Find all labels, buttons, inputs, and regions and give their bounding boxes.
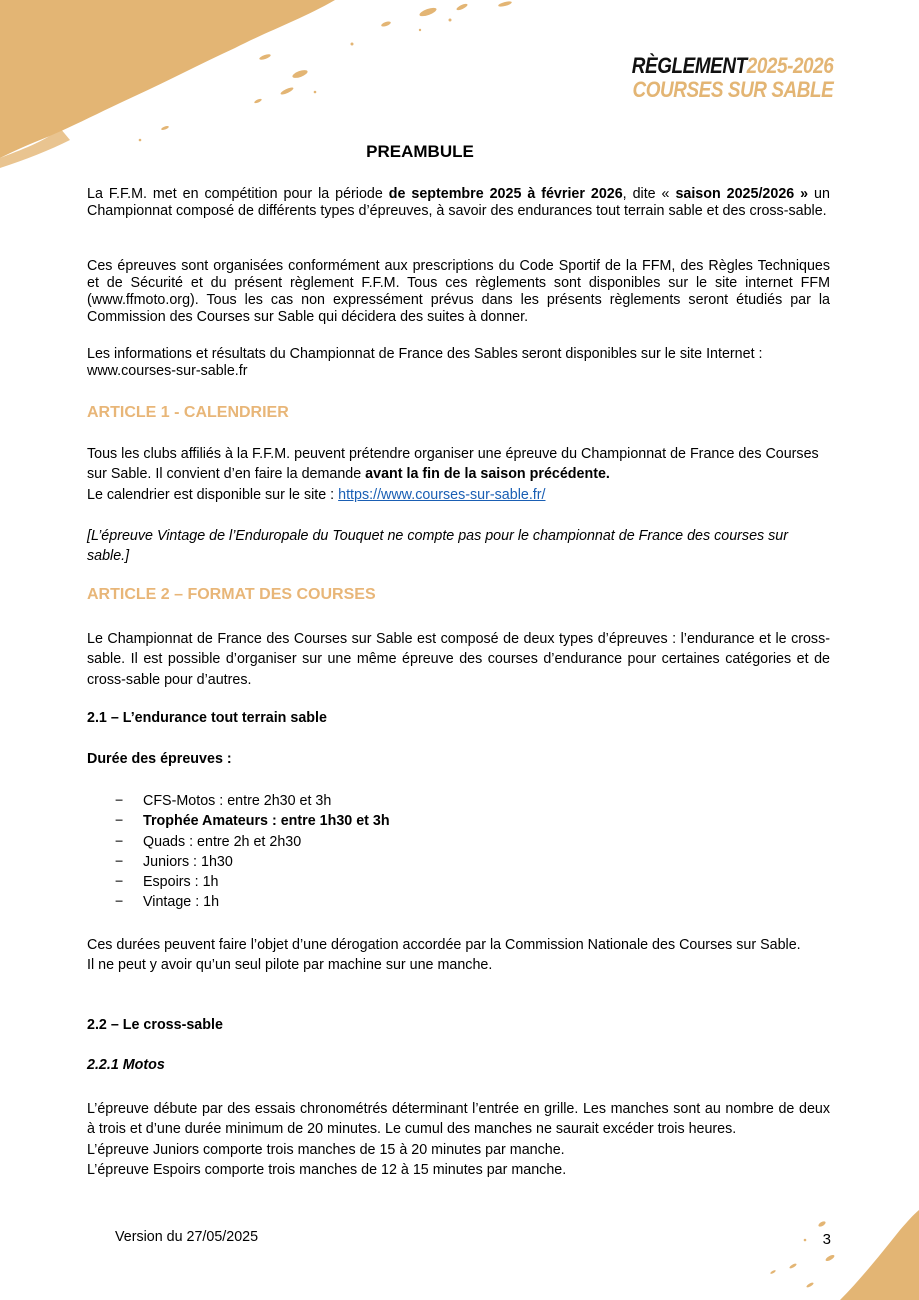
list-item (115, 872, 390, 892)
list-item-text: Trophée Amateurs : entre 1h30 et 3h (143, 813, 390, 830)
list-item (115, 832, 390, 852)
cross-sable-paragraph (87, 1099, 830, 1180)
season-bold: saison 2025/2026 » (675, 186, 809, 202)
calendar-text: Le calendrier est disponible sur le site : (87, 486, 339, 503)
text: La F.F.M. met en compétition pour la période (87, 186, 389, 202)
list-item-text: Juniors : 1h30 (143, 853, 233, 870)
calendar-link[interactable]: https://www.courses-sur-sable.fr/ (338, 486, 546, 503)
list-item-text: Quads : entre 2h et 2h30 (143, 833, 302, 850)
preamble-paragraph-1 (87, 186, 830, 220)
section-2-2-1-heading: 2.2.1 Motos (87, 1057, 165, 1073)
article-2-intro: Le Championnat de France des Courses sur Sable est composé de deux types d’épreuves : l’endurance et le cross-sable. Il est possible d’organiser sur une même épreuve des courses d’endurance pour certaines catégories et de cross-sable pour d’autres. (87, 631, 830, 688)
list-item-text: Espoirs : 1h (143, 874, 219, 891)
dash-bullet: − (115, 793, 124, 809)
text: un Championnat composé de différents types d’épreuves, à savoir des endurances tout terrain sable et des cross-sable. (87, 186, 830, 219)
footer-version: Version du 27/05/2025 (115, 1229, 259, 1245)
page-title: PREAMBULE (366, 142, 474, 161)
brand-word: RÈGLEMENT (631, 53, 747, 78)
dash-bullet: − (115, 853, 124, 870)
section-2-1-heading: 2.1 – L’endurance tout terrain sable (87, 710, 327, 726)
dash-bullet: − (115, 894, 124, 911)
dash-bullet: − (115, 833, 124, 850)
duration-heading: Durée des épreuves : (87, 751, 232, 767)
article-1-heading: ARTICLE 1 - CALENDRIER (87, 404, 289, 421)
list-item (115, 852, 390, 872)
text: L’épreuve Juniors comporte trois manches de 15 à 20 minutes par manche. (87, 1141, 565, 1158)
period-bold: de septembre 2025 à février 2026 (388, 186, 623, 202)
dash-bullet: − (115, 874, 124, 891)
derogation-paragraph (87, 935, 830, 976)
list-item-text: Vintage : 1h (143, 894, 220, 911)
article-1-note: [L’épreuve Vintage de l’Enduropale du Touquet ne compte pas pour le championnat de France des courses sur sable.] (87, 528, 789, 565)
text: Il ne peut y avoir qu’un seul pilote par machine sur une manche. (87, 957, 493, 974)
brand-years: 2025-2026 (746, 53, 833, 78)
header-brand (631, 54, 833, 102)
brand-subtitle: COURSES SUR SABLE (632, 77, 833, 102)
section-2-2-heading: 2.2 – Le cross-sable (87, 1017, 223, 1033)
list-item-text: CFS-Motos : entre 2h30 et 3h (143, 793, 332, 809)
list-item (115, 791, 390, 811)
preamble-paragraph-3: Les informations et résultats du Championnat de France des Sables seront disponibles sur le site Internet : www.courses-sur-sable.fr (87, 346, 763, 379)
text: Ces durées peuvent faire l’objet d’une dérogation accordée par la Commission Nationale des Courses sur Sable. (87, 937, 801, 953)
text: Tous les clubs affiliés à la F.F.M. peuvent prétendre organiser une épreuve du Championnat de France des Courses sur Sable. Il convient d’en faire la demande (87, 446, 819, 483)
text: , dite « (622, 186, 676, 202)
deadline-bold: avant la fin de la saison précédente. (365, 466, 610, 483)
dash-bullet: − (115, 813, 124, 830)
article-2-heading: ARTICLE 2 – FORMAT DES COURSES (87, 586, 376, 603)
article-1-paragraph (87, 444, 830, 505)
list-item (115, 811, 390, 831)
preamble-paragraph-2: Ces épreuves sont organisées conformément aux prescriptions du Code Sportif de la FFM, des Règles Techniques et de Sécurité et du présent règlement F.F.M. Tous ces règlements sont disponibles sur le site internet FFM (www.ffmoto.org). Tous les cas non expressément prévus dans les présents règlements seront étudiés par la Commission des Courses sur Sable qui décidera des suites à donner. (87, 258, 830, 325)
page-number: 3 (822, 1231, 831, 1248)
text: L’épreuve Espoirs comporte trois manches de 12 à 15 minutes par manche. (87, 1161, 567, 1178)
duration-list (115, 791, 390, 913)
list-item (115, 892, 390, 912)
text: L’épreuve débute par des essais chronométrés déterminant l’entrée en grille. Les manches sont au nombre de deux à trois et d’une durée minimum de 20 minutes. Le cumul des manches ne saurait excéder trois heures. (87, 1101, 830, 1138)
